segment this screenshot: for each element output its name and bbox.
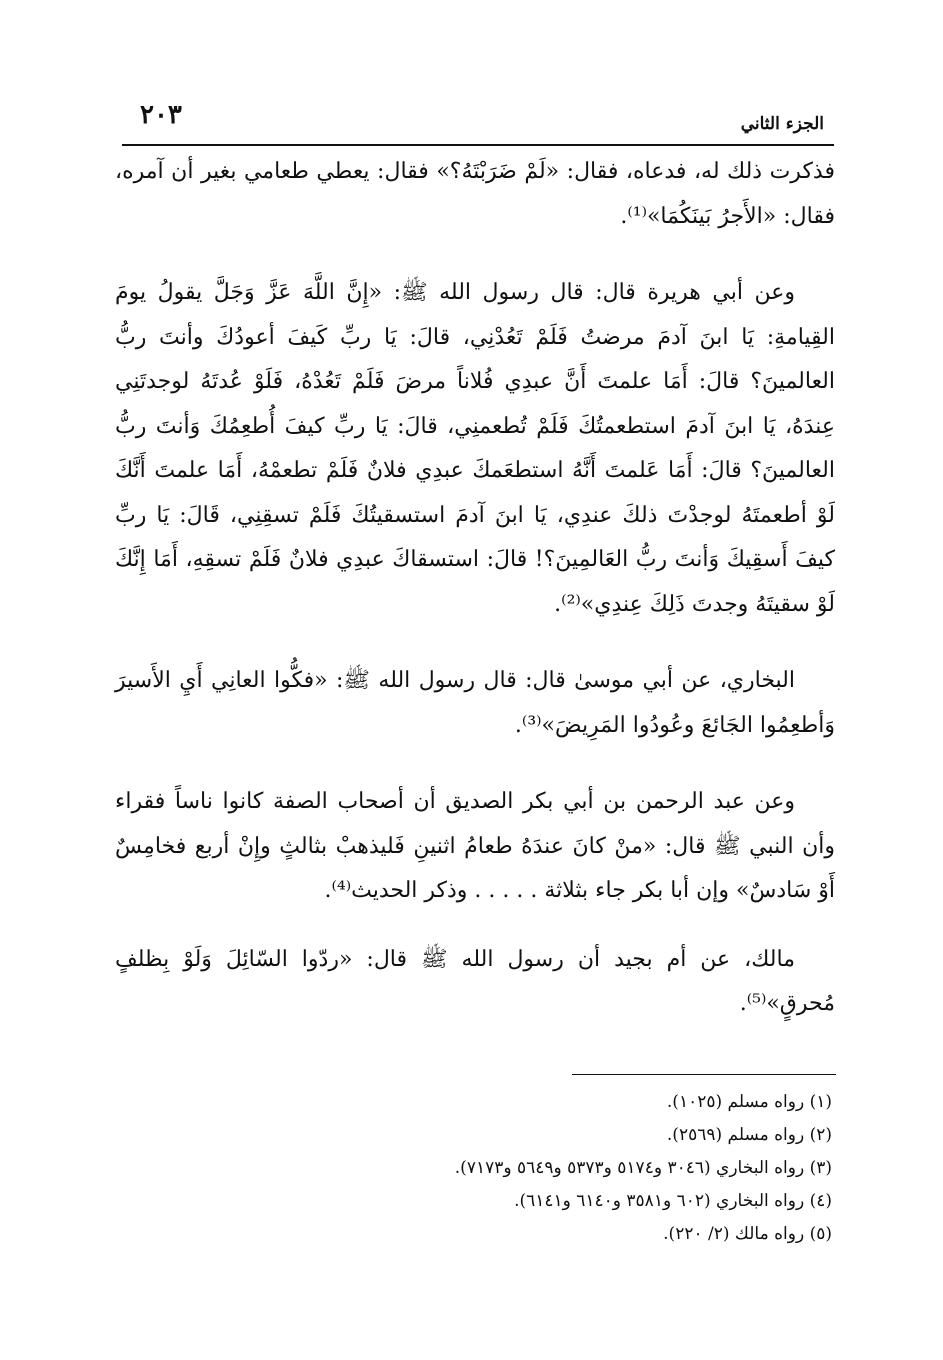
footnote-separator <box>572 1074 836 1075</box>
footnotes <box>120 1086 836 1251</box>
footnote: (٢) رواه مسلم (٢٥٦٩). <box>666 1125 832 1145</box>
paragraph-bukhari-abu-musa: البخاري، عن أبي موسىٰ قال: قال رسول الله ﷺ: «فكُّوا العانِي أَيِ الأَسيرَ وَأطعِمُوا الجَائعَ وعُودُوا المَرِيضَ»⁽³⁾. <box>115 668 835 738</box>
running-title: الجزء الثاني <box>740 114 824 134</box>
page-header <box>122 96 834 146</box>
footnote: (٣) رواه البخاري (٣٠٤٦ و٥١٧٤ و٥٣٧٣ و٥٦٤٩ و٧١٧٣). <box>454 1158 832 1178</box>
main-text <box>115 150 835 1027</box>
footnote: (٥) رواه مالك (٢/ ٢٢٠). <box>663 1224 832 1244</box>
footnote: (١) رواه مسلم (١٠٢٥). <box>666 1092 832 1112</box>
paragraph-abu-hurayra-hadith: وعن أبي هريرة قال: قال رسول الله ﷺ: «إِنَّ اللَّهَ عَزَّ وَجَلَّ يقولُ يومَ القِيامةِ: يَا ابنَ آدمَ مرضتُ فَلَمْ تَعُدْنِي، قالَ: يَا ربِّ كَيفَ أعودُكَ وأنتَ ربُّ العالمينَ؟ قالَ: أَمَا علمتَ أَنَّ عبدِي فُلاناً مرضَ فَلَمْ تَعُدْهُ، فَلَوْ عُدتَهُ لوجدتَنِي عِندَهُ، يَا ابنَ آدمَ استطعمتُكَ فَلَمْ تُطعمنِي، قالَ: يَا ربِّ كيفَ أُطعِمُكَ وَأنتَ ربُّ العالمينَ؟ قالَ: أَمَا عَلمتَ أَنَّهُ استطعَمكَ عبدِي فلانٌ فَلَمْ تطعمْهُ، أَمَا علمتَ أَنَّكَ لَوْ أطعمتَهُ لوجدْتَ ذلكَ عندِي، يَا ابنَ آدمَ استسقيتُكَ فَلَمْ تسقِنِي، قَالَ: يَا ربِّ كيفَ أَسقِيكَ وَأنتَ ربُّ العَالمِينَ؟! قالَ: استسقاكَ عبدِي فلانٌ فَلَمْ تسقِهِ، أَمَا إِنَّكَ لَوْ سقيتَهُ وجدتَ ذَلِكَ عِندِي»⁽²⁾. <box>115 280 835 617</box>
page-number: ٢٠٣ <box>140 100 182 130</box>
footnote: (٤) رواه البخاري (٦٠٢ و٣٥٨١ و٦١٤٠ و٦١٤١). <box>514 1191 832 1211</box>
paragraph-abdulrahman-hadith: وعن عبد الرحمن بن أبي بكر الصديق أن أصحاب الصفة كانوا ناساً فقراء وأن النبي ﷺ قال: «منْ كانَ عندَهُ طعامُ اثنينِ فَليذهبْ بثالثٍ وإِنْ أربع فخامِسٌ أَوْ سَادسٌ» وإن أبا بكر جاء بثلاثة . . . . . وذكر الحديث⁽⁴⁾. <box>115 789 835 903</box>
paragraph-continuation: فذكرت ذلك له، فدعاه، فقال: «لَمْ ضَرَبْتَهُ؟» فقال: يعطي طعامي بغير أن آمره، فقال: «الأَجرُ بَينَكُمَا»⁽¹⁾. <box>115 159 835 229</box>
paragraph-malik-hadith: مالك، عن أم بجيد أن رسول الله ﷺ قال: «ردّوا السّائِلَ وَلَوْ بِظلفٍ مُحرقٍ»⁽⁵⁾. <box>115 946 835 1016</box>
